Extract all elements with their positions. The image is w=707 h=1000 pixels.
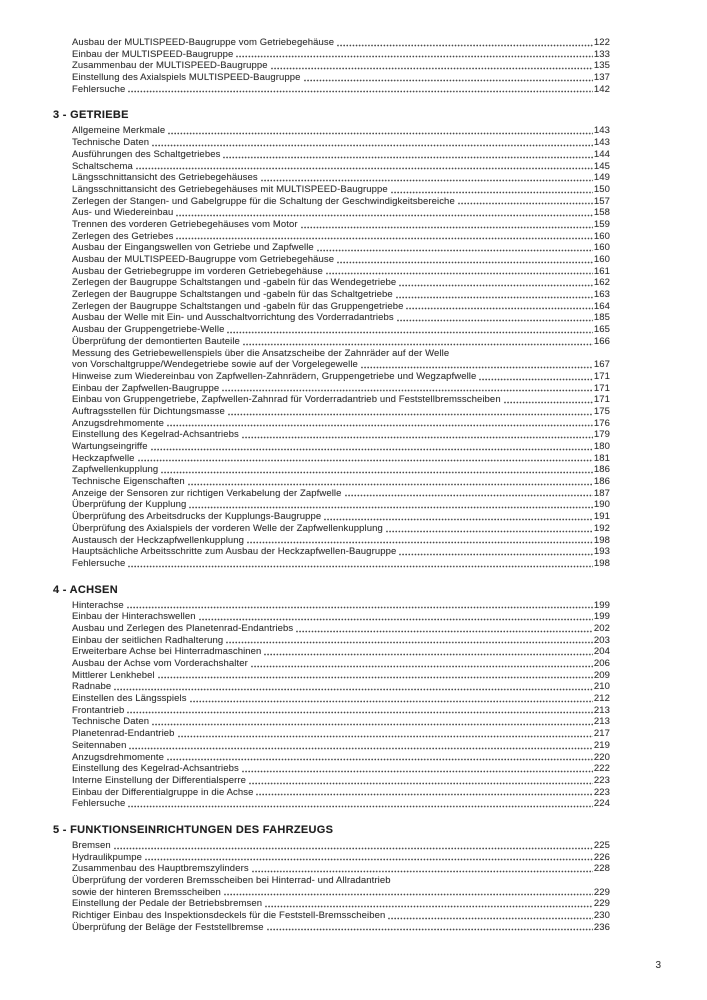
toc-entry: [72, 359, 610, 371]
toc-entry: [72, 681, 610, 693]
entry-title: Längsschnittansicht des Getriebegehäuses: [72, 172, 258, 184]
dot-leader: [399, 284, 593, 287]
entry-page-number: 203: [593, 634, 610, 646]
section-heading: 4 - ACHSEN: [53, 583, 118, 596]
toc-entry: [72, 840, 610, 852]
dot-leader: [504, 401, 593, 404]
entry-page-number: 219: [593, 739, 610, 751]
entry-page-number: 193: [593, 546, 610, 558]
entry-page-number: 150: [593, 183, 610, 195]
toc-entry: [72, 149, 610, 161]
entry-page-number: 223: [593, 774, 610, 786]
dot-leader: [152, 723, 593, 726]
entry-page-number: 135: [593, 60, 610, 72]
toc-entry: [72, 49, 610, 61]
dot-leader: [224, 893, 593, 896]
entry-title: Einbau der Hinterachswellen: [72, 611, 196, 623]
entry-page-number: 185: [593, 312, 610, 324]
toc-entry: [72, 863, 610, 875]
dot-leader: [222, 389, 593, 392]
dot-leader: [391, 191, 593, 194]
entry-title: Ausbau der Gruppengetriebe-Welle: [72, 324, 225, 336]
entry-title: Frontantrieb: [72, 704, 125, 716]
toc-entry: [72, 125, 610, 137]
dot-leader: [189, 506, 592, 509]
entry-page-number: 192: [593, 522, 610, 534]
entry-title: Planetenrad-Endantrieb: [72, 728, 175, 740]
entry-page-number: 222: [593, 763, 610, 775]
toc-entry: [72, 488, 610, 500]
entry-page-number: 137: [593, 72, 610, 84]
entry-page-number: 213: [593, 704, 610, 716]
dot-leader: [324, 518, 593, 521]
entry-page-number: 217: [593, 728, 610, 740]
toc-entry: [72, 787, 610, 799]
toc-entry: [72, 429, 610, 441]
entry-title: Hauptsächliche Arbeitsschritte zum Ausbau der Heckzapfwellen-Baugruppe: [72, 546, 397, 558]
entry-title: Interne Einstellung der Differentialsperre: [72, 774, 247, 786]
entry-title: Ausbau der Getriebegruppe im vorderen Getriebegehäuse: [72, 265, 323, 277]
dot-leader: [161, 471, 593, 474]
dot-leader: [479, 378, 592, 381]
toc-entry: [72, 752, 610, 764]
toc-entry: [72, 852, 610, 864]
toc-entry: [72, 546, 610, 558]
dot-leader: [145, 858, 593, 861]
dot-leader: [317, 249, 593, 252]
toc-entry: [72, 406, 610, 418]
dot-leader: [264, 653, 592, 656]
entry-page-number: 171: [593, 370, 610, 382]
entry-page-number: 142: [593, 83, 610, 95]
entry-title: Technische Eigenschaften: [72, 476, 185, 488]
entry-page-number: 162: [593, 277, 610, 289]
dot-leader: [223, 156, 592, 159]
entry-title: Hydraulikpumpe: [72, 851, 143, 863]
entry-title: sowie der hinteren Bremsscheiben: [72, 886, 221, 898]
entry-title: Überprüfung der Kupplung: [72, 499, 187, 511]
entry-page-number: 213: [593, 716, 610, 728]
section-entries: [72, 125, 610, 569]
entry-title: Fehlersuche: [72, 557, 126, 569]
toc-entry: [72, 635, 610, 647]
entry-page-number: 166: [593, 335, 610, 347]
entry-page-number: 187: [593, 487, 610, 499]
entry-page-number: 220: [593, 751, 610, 763]
section-heading: 5 - FUNKTIONSEINRICHTUNGEN DES FAHRZEUGS: [53, 823, 334, 836]
entry-title: Zusammenbau der MULTISPEED-Baugruppe: [72, 60, 268, 72]
entry-title: Zapfwellenkupplung: [72, 464, 159, 476]
entry-title: Einbau der Zapfwellen-Baugruppe: [72, 382, 220, 394]
toc-entry: [72, 137, 610, 149]
toc-entry: [72, 196, 610, 208]
dot-leader: [337, 261, 593, 264]
entry-page-number: 210: [593, 681, 610, 693]
entry-page-number: 175: [593, 405, 610, 417]
entry-page-number: 160: [593, 230, 610, 242]
entry-title: Hinterachse: [72, 599, 124, 611]
dot-leader: [176, 214, 592, 217]
dot-leader: [236, 55, 593, 58]
entry-title: Richtiger Einbau des Inspektionsdeckels für die Feststell-Bremsscheiben: [72, 910, 386, 922]
entry-title: Trennen des vorderen Getriebegehäuses vom Motor: [72, 218, 298, 230]
entry-title: Zusammenbau des Hauptbremszylinders: [72, 863, 249, 875]
section-entries: [72, 37, 610, 95]
toc-entry: [72, 219, 610, 231]
toc-entry: [72, 511, 610, 523]
entry-title: Erweiterbare Achse bei Hinterradmaschinen: [72, 646, 262, 658]
entry-page-number: 209: [593, 669, 610, 681]
entry-page-number: 179: [593, 429, 610, 441]
toc-entry: [72, 740, 610, 752]
section-entries: [72, 840, 610, 934]
toc-entry: [72, 887, 610, 899]
dot-leader: [167, 758, 593, 761]
toc-entry: [72, 371, 610, 383]
entry-page-number: 157: [593, 195, 610, 207]
entry-title: Überprüfung der Beläge der Feststellbremse: [72, 921, 264, 933]
entry-title: Heckzapfwelle: [72, 452, 135, 464]
toc-entry: [72, 875, 610, 887]
entry-title: Mittlerer Lenkhebel: [72, 669, 155, 681]
toc-entry: [72, 418, 610, 430]
entry-title: Anzugsdrehmomente: [72, 417, 165, 429]
entry-page-number: 226: [593, 851, 610, 863]
entry-page-number: 144: [593, 148, 610, 160]
entry-title: Einstellung des Kegelrad-Achsantriebs: [72, 763, 239, 775]
entry-title: Wartungseingriffe: [72, 441, 148, 452]
toc-entry: [72, 523, 610, 535]
toc-entry: [72, 453, 610, 465]
toc-entry: [72, 242, 610, 254]
entry-title: Einstellen des Längsspiels: [72, 693, 187, 705]
entry-title: Technische Daten: [72, 137, 150, 149]
entry-title: Zerlegen des Getriebes: [72, 230, 174, 242]
entry-title: Auftragsstellen für Dichtungsmasse: [72, 405, 225, 417]
toc-entry: [72, 254, 610, 266]
entry-page-number: 171: [593, 382, 610, 394]
entry-page-number: 199: [593, 611, 610, 623]
dot-leader: [301, 226, 593, 229]
entry-title: Längsschnittansicht des Getriebegehäuses mit MULTISPEED-Baugruppe: [72, 183, 388, 195]
toc-entry: [72, 383, 610, 395]
toc-entry: [72, 763, 610, 775]
entry-title: Einstellung der Pedale der Betriebsbremsen: [72, 898, 263, 910]
entry-title: Einbau der seitlichen Radhalterung: [72, 634, 224, 646]
dot-leader: [114, 688, 593, 691]
entry-page-number: 145: [593, 160, 610, 172]
entry-title: Ausbau und Zerlegen des Planetenrad-Endantriebs: [72, 622, 294, 634]
toc-entry: [72, 301, 610, 313]
toc-entry: [72, 324, 610, 336]
toc-entry: [72, 775, 610, 787]
dot-leader: [138, 459, 593, 462]
toc-entry: [72, 289, 610, 301]
dot-leader: [265, 905, 593, 908]
toc-entry: [72, 728, 610, 740]
dot-leader: [190, 700, 593, 703]
entry-title: Überprüfung des Axialspiels der vorderen Welle der Zapfwellenkupplung: [72, 522, 383, 534]
entry-page-number: 176: [593, 417, 610, 429]
entry-page-number: 186: [593, 476, 610, 488]
toc-entry: [72, 464, 610, 476]
entry-title: Radnabe: [72, 681, 112, 693]
entry-title: Hinweise zum Wiedereinbau von Zapfwellen-Zahnrädern, Gruppengetriebe und Wegzapfwelle: [72, 370, 477, 382]
dot-leader: [199, 618, 593, 621]
toc-entry: [72, 798, 610, 810]
toc: [53, 37, 610, 933]
entry-page-number: 223: [593, 786, 610, 798]
entry-page-number: 198: [593, 534, 610, 546]
toc-section: [53, 109, 610, 569]
entry-page-number: 186: [593, 464, 610, 476]
dot-leader: [227, 331, 592, 334]
toc-entry: [72, 910, 610, 922]
entry-title: Fehlersuche: [72, 83, 126, 95]
entry-page-number: 229: [593, 886, 610, 898]
entry-title: Überprüfung des Arbeitsdrucks der Kupplungs-Baugruppe: [72, 511, 322, 523]
entry-title: Schaltschema: [72, 160, 133, 172]
entry-page-number: 165: [593, 324, 610, 336]
section-entries: [72, 600, 610, 810]
entry-page-number: 199: [593, 599, 610, 611]
entry-page-number: 163: [593, 289, 610, 301]
entry-page-number: 167: [593, 359, 610, 371]
entry-page-number: 229: [593, 898, 610, 910]
toc-entry: [72, 716, 610, 728]
entry-title: Zerlegen der Baugruppe Schaltstangen und -gabeln für das Wendegetriebe: [72, 277, 397, 289]
entry-title: Messung des Getriebewellenspiels über die Ansatzscheibe der Zahnräder auf der Welle: [72, 347, 450, 359]
section-heading: 3 - GETRIEBE: [53, 109, 129, 122]
dot-leader: [247, 541, 593, 544]
toc-entry: [72, 348, 610, 360]
entry-title: Ausbau der MULTISPEED-Baugruppe vom Getriebegehäuse: [72, 254, 335, 265]
toc-entry: [72, 600, 610, 612]
entry-title: Überprüfung der demontierten Bauteile: [72, 335, 240, 347]
entry-page-number: 122: [593, 37, 610, 48]
entry-page-number: 206: [593, 658, 610, 669]
toc-entry: [72, 37, 610, 49]
entry-page-number: 224: [593, 798, 610, 810]
entry-page-number: 202: [593, 622, 610, 634]
entry-page-number: 160: [593, 242, 610, 254]
entry-title: Ausbau der Achse vom Vorderachshalter: [72, 658, 248, 669]
dot-leader: [251, 665, 593, 668]
entry-page-number: 181: [593, 452, 610, 464]
dot-leader: [127, 606, 593, 609]
entry-page-number: 164: [593, 300, 610, 312]
entry-page-number: 149: [593, 172, 610, 184]
toc-entry: [72, 693, 610, 705]
toc-section: [53, 584, 610, 810]
entry-page-number: 191: [593, 511, 610, 523]
toc-entry: [72, 84, 610, 96]
toc-entry: [72, 172, 610, 184]
toc-entry: [72, 705, 610, 717]
entry-title: Zerlegen der Baugruppe Schaltstangen und -gabeln für das Gruppengetriebe: [72, 300, 404, 312]
entry-title: Fehlersuche: [72, 798, 126, 810]
entry-page-number: 230: [593, 910, 610, 922]
dot-leader: [256, 793, 592, 796]
dot-leader: [226, 641, 593, 644]
entry-title: Zerlegen der Stangen- und Gabelgruppe für die Schaltung der Geschwindigkeitsbereiche: [72, 195, 455, 207]
toc-entry: [72, 441, 610, 453]
entry-page-number: 190: [593, 499, 610, 511]
dot-leader: [399, 553, 592, 556]
dot-leader: [128, 90, 592, 93]
entry-page-number: 133: [593, 48, 610, 60]
entry-title: Bremsen: [72, 839, 111, 851]
entry-page-number: 212: [593, 693, 610, 705]
dot-leader: [267, 928, 593, 931]
entry-title: Austausch der Heckzapfwellenkupplung: [72, 534, 245, 546]
toc-entry: [72, 207, 610, 219]
dot-leader: [129, 747, 592, 750]
toc-section: [53, 824, 610, 934]
toc-entry: [72, 658, 610, 670]
entry-page-number: 225: [593, 839, 610, 851]
entry-title: Überprüfung der vorderen Bremsscheiben bei Hinterrad- und Allradantrieb: [72, 875, 391, 886]
entry-title: Anzeige der Sensoren zur richtigen Verkabelung der Zapfwelle: [72, 487, 342, 499]
toc-entry: [72, 623, 610, 635]
entry-page-number: 171: [593, 394, 610, 406]
entry-title: Ausbau der Eingangswellen von Getriebe und Zapfwelle: [72, 242, 314, 254]
dot-leader: [243, 343, 593, 346]
dot-leader: [388, 917, 592, 920]
dot-leader: [127, 711, 592, 714]
dot-leader: [397, 319, 593, 322]
dot-leader: [158, 676, 593, 679]
dot-leader: [188, 483, 593, 486]
dot-leader: [406, 307, 592, 310]
dot-leader: [136, 167, 593, 170]
toc-entry: [72, 476, 610, 488]
toc-entry: [72, 922, 610, 934]
entry-title: Ausbau der Welle mit Ein- und Ausschaltvorrichtung des Vorderradantriebs: [72, 312, 394, 324]
dot-leader: [252, 870, 593, 873]
entry-page-number: 143: [593, 125, 610, 137]
entry-page-number: 180: [593, 441, 610, 452]
toc-entry: [72, 312, 610, 324]
dot-leader: [176, 237, 592, 240]
entry-page-number: 161: [593, 265, 610, 277]
entry-page-number: 236: [593, 921, 610, 933]
entry-page-number: 228: [593, 863, 610, 875]
toc-entry: [72, 231, 610, 243]
toc-entry: [72, 611, 610, 623]
toc-entry: [72, 499, 610, 511]
dot-leader: [458, 202, 593, 205]
page-number: 3: [655, 960, 661, 971]
entry-title: Einstellung des Axialspiels MULTISPEED-Baugruppe: [72, 72, 301, 84]
toc-entry: [72, 646, 610, 658]
dot-leader: [228, 413, 593, 416]
dot-leader: [128, 805, 592, 808]
toc-entry: [72, 184, 610, 196]
entry-title: Seitennaben: [72, 739, 127, 751]
toc-entry: [72, 161, 610, 173]
dot-leader: [396, 296, 593, 299]
entry-title: Technische Daten: [72, 716, 150, 728]
entry-page-number: 159: [593, 218, 610, 230]
entry-page-number: 198: [593, 557, 610, 569]
entry-title: Ausbau der MULTISPEED-Baugruppe vom Getriebegehäuse: [72, 37, 335, 48]
entry-title: von Vorschaltgruppe/Wendegetriebe sowie auf der Vorgelegewelle: [72, 359, 358, 371]
dot-leader: [242, 770, 593, 773]
dot-leader: [168, 132, 593, 135]
toc-entry: [72, 394, 610, 406]
toc-entry: [72, 670, 610, 682]
toc-entry: [72, 72, 610, 84]
entry-title: Einbau der Differentialgruppe in die Achse: [72, 786, 254, 798]
toc-entry: [72, 558, 610, 570]
dot-leader: [249, 782, 593, 785]
entry-title: Einbau von Gruppengetriebe, Zapfwellen-Zahnrad für Vorderradantrieb und Feststellbremsscheiben: [72, 394, 501, 406]
dot-leader: [296, 630, 593, 633]
entry-page-number: 143: [593, 137, 610, 149]
toc-entry: [72, 60, 610, 72]
entry-title: Einbau der MULTISPEED-Baugruppe: [72, 48, 234, 60]
dot-leader: [151, 448, 593, 451]
toc-entry: [72, 266, 610, 278]
dot-leader: [271, 67, 593, 70]
entry-page-number: 160: [593, 254, 610, 265]
dot-leader: [345, 494, 593, 497]
dot-leader: [242, 436, 593, 439]
toc-section: [53, 37, 610, 95]
dot-leader: [326, 272, 593, 275]
dot-leader: [361, 366, 593, 369]
entry-page-number: 204: [593, 646, 610, 658]
toc-entry: [72, 898, 610, 910]
toc-entry: [72, 336, 610, 348]
dot-leader: [167, 424, 593, 427]
toc-entry: [72, 535, 610, 547]
toc-entry: [72, 277, 610, 289]
dot-leader: [128, 565, 592, 568]
dot-leader: [304, 79, 593, 82]
entry-title: Ausführungen des Schaltgetriebes: [72, 148, 221, 160]
dot-leader: [386, 530, 593, 533]
entry-title: Einstellung des Kegelrad-Achsantriebs: [72, 429, 239, 441]
entry-title: Anzugsdrehmomente: [72, 751, 165, 763]
entry-title: Allgemeine Merkmale: [72, 125, 166, 137]
entry-title: Aus- und Wiedereinbau: [72, 207, 174, 219]
dot-leader: [261, 179, 593, 182]
dot-leader: [178, 735, 593, 738]
dot-leader: [114, 847, 593, 850]
entry-page-number: 158: [593, 207, 610, 219]
entry-title: Zerlegen der Baugruppe Schaltstangen und -gabeln für das Schaltgetriebe: [72, 289, 393, 301]
dot-leader: [337, 44, 593, 47]
dot-leader: [152, 144, 593, 147]
